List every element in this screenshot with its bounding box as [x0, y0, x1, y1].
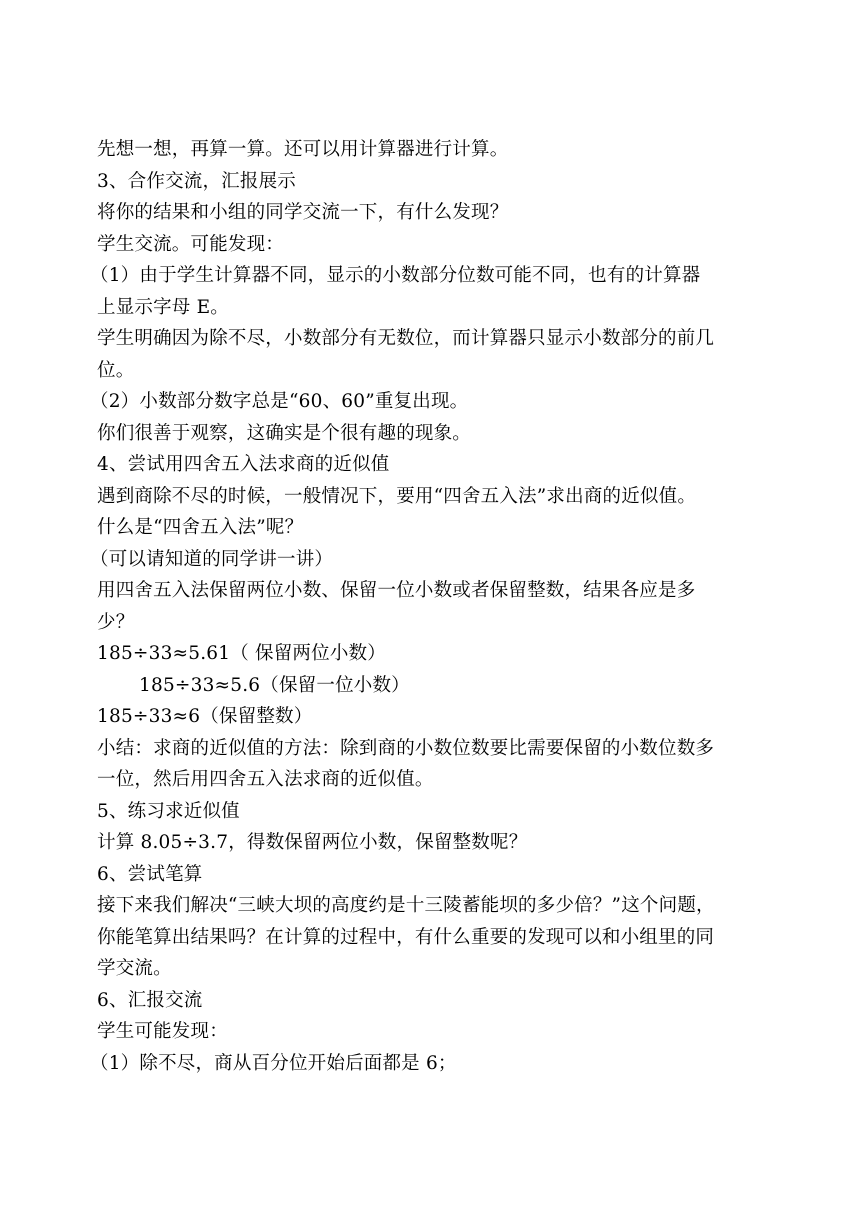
- section-heading: 6、尝试笔算: [97, 863, 203, 885]
- text-line: 少？: [97, 611, 135, 633]
- section-heading: 6、汇报交流: [97, 989, 203, 1011]
- section-heading: 5、练习求近似值: [97, 800, 240, 822]
- text-line: 位。: [97, 359, 135, 381]
- text-line: 遇到商除不尽的时候，一般情况下，要用“四舍五入法”求出商的近似值。: [97, 485, 697, 507]
- text-line: 学生交流。可能发现：: [97, 233, 285, 255]
- text-line: 接下来我们解决“三峡大坝的高度约是十三陵蓄能坝的多少倍？”这个问题，: [97, 895, 715, 916]
- text-line: 将你的结果和小组的同学交流一下，有什么发现？: [97, 202, 509, 223]
- text-line: 一位，然后用四舍五入法求商的近似值。: [97, 769, 434, 790]
- text-line: 你们很善于观察，这确实是个很有趣的现象。: [97, 422, 472, 444]
- math-line: 185÷33≈5.61（ 保留两位小数）: [97, 643, 386, 664]
- text-line: 小结：求商的近似值的方法：除到商的小数位数要比需要保留的小数位数多: [97, 737, 715, 759]
- text-line: 先想一想，再算一算。还可以用计算器进行计算。: [97, 139, 509, 160]
- text-line: 学交流。: [97, 958, 172, 979]
- text-line: 计算 8.05÷3.7，得数保留两位小数，保留整数呢？: [97, 832, 528, 853]
- text-line: （2）小数部分数字总是“60、60”重复出现。: [90, 391, 469, 412]
- text-line: 用四舍五入法保留两位小数、保留一位小数或者保留整数，结果各应是多: [97, 580, 696, 601]
- text-line: 上显示字母 E。: [97, 296, 229, 318]
- math-line: 185÷33≈5.6（保留一位小数）: [139, 674, 410, 696]
- text-line: （1）除不尽，商从百分位开始后面都是 6；: [90, 1052, 457, 1074]
- text-line: 什么是“四舍五入法”呢？: [97, 517, 304, 538]
- document-body: [90, 134, 777, 1079]
- section-heading: 3、合作交流，汇报展示: [97, 170, 296, 192]
- text-line: （可以请知道的同学讲一讲）: [90, 548, 334, 570]
- text-line: （1）由于学生计算器不同，显示的小数部分位数可能不同，也有的计算器: [90, 265, 701, 286]
- section-heading: 4、尝试用四舍五入法求商的近似值: [97, 454, 390, 475]
- text-line: 学生可能发现：: [97, 1021, 228, 1042]
- math-line: 185÷33≈6（保留整数）: [97, 706, 313, 727]
- text-line: 你能笔算出结果吗？在计算的过程中，有什么重要的发现可以和小组里的同: [97, 926, 715, 948]
- text-line: 学生明确因为除不尽，小数部分有无数位，而计算器只显示小数部分的前几: [97, 328, 715, 349]
